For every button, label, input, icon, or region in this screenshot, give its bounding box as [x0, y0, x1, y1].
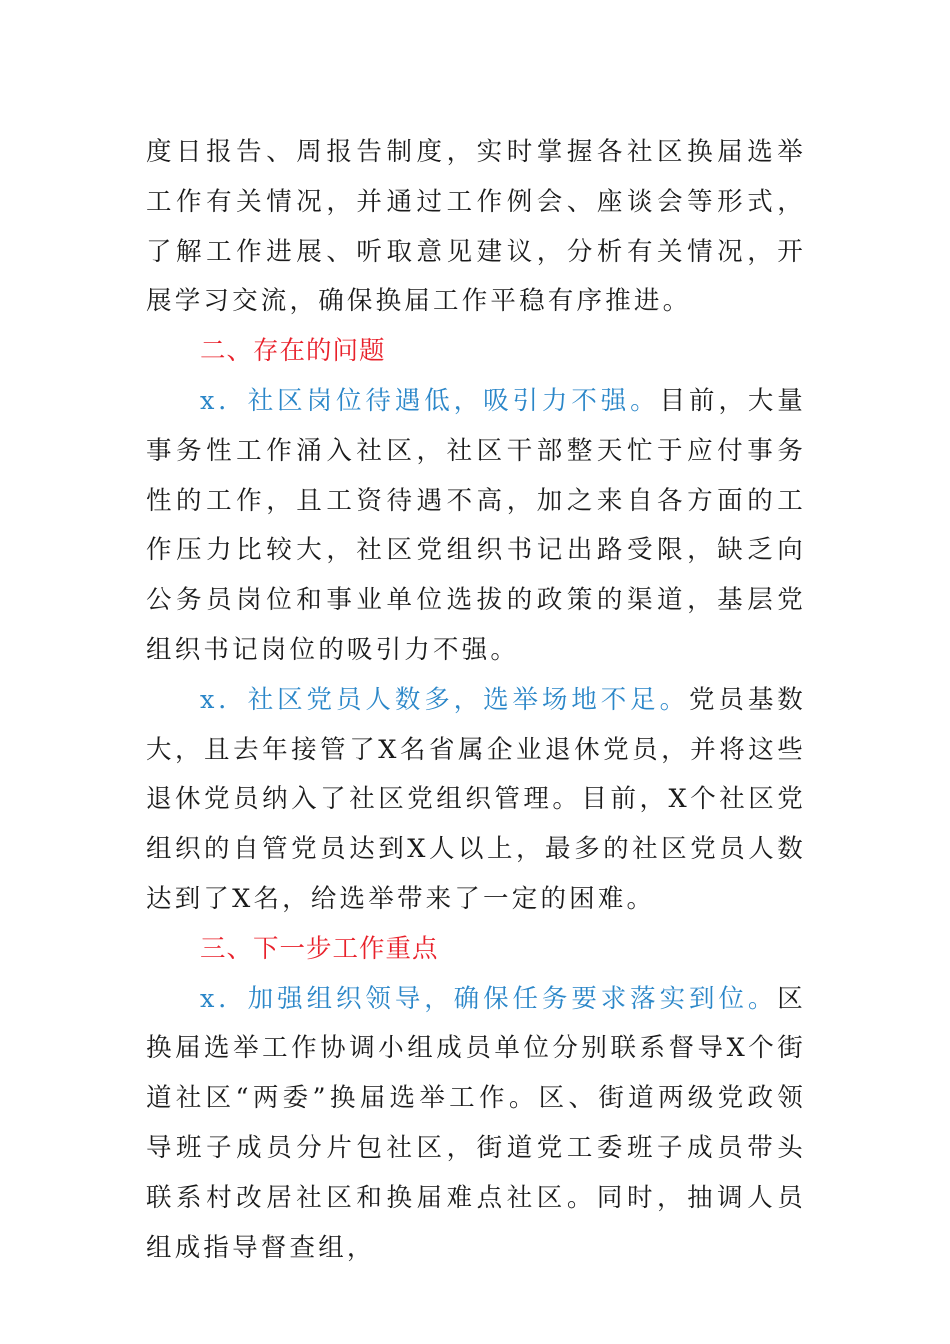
next-step-item-1-lead: x．加强组织领导，确保任务要求落实到位。: [200, 983, 778, 1014]
problem-item-2: [146, 676, 806, 925]
problem-item-1: [146, 377, 806, 676]
problem-item-2-lead: x．社区党员人数多，选举场地不足。: [200, 684, 690, 715]
section-heading-next-steps: 三、下一步工作重点: [200, 933, 439, 964]
next-step-item-1-body: 区换届选举工作协调小组成员单位分别联系督导X个街道社区“两委”换届选举工作。区、街道两级党政领导班子成员分片包社区，街道党工委班子成员带头联系村改居社区和换届难点社区。同时，抽调人员组成指导督查组，: [146, 983, 806, 1263]
problem-item-1-body: 目前，大量事务性工作涌入社区，社区干部整天忙于应付事务性的工作，且工资待遇不高，加之来自各方面的工作压力比较大，社区党组织书记出路受限，缺乏向公务员岗位和事业单位选拔的政策的渠道，基层党组织书记岗位的吸引力不强。: [146, 385, 806, 665]
document-page: [146, 128, 806, 1273]
section-heading-problems: 二、存在的问题: [200, 336, 386, 367]
problem-item-1-lead: x．社区岗位待遇低，吸引力不强。: [200, 385, 660, 416]
next-step-item-1: [146, 975, 806, 1274]
problem-item-2-body: 党员基数大，且去年接管了X名省属企业退休党员，并将这些退休党员纳入了社区党组织管理。目前，X个社区党组织的自管党员达到X人以上，最多的社区党员人数达到了X名，给选举带来了一定的困难。: [146, 684, 806, 914]
intro-paragraph: 度日报告、周报告制度，实时掌握各社区换届选举工作有关情况，并通过工作例会、座谈会等形式，了解工作进展、听取意见建议，分析有关情况，开展学习交流，确保换届工作平稳有序推进。: [146, 137, 806, 317]
